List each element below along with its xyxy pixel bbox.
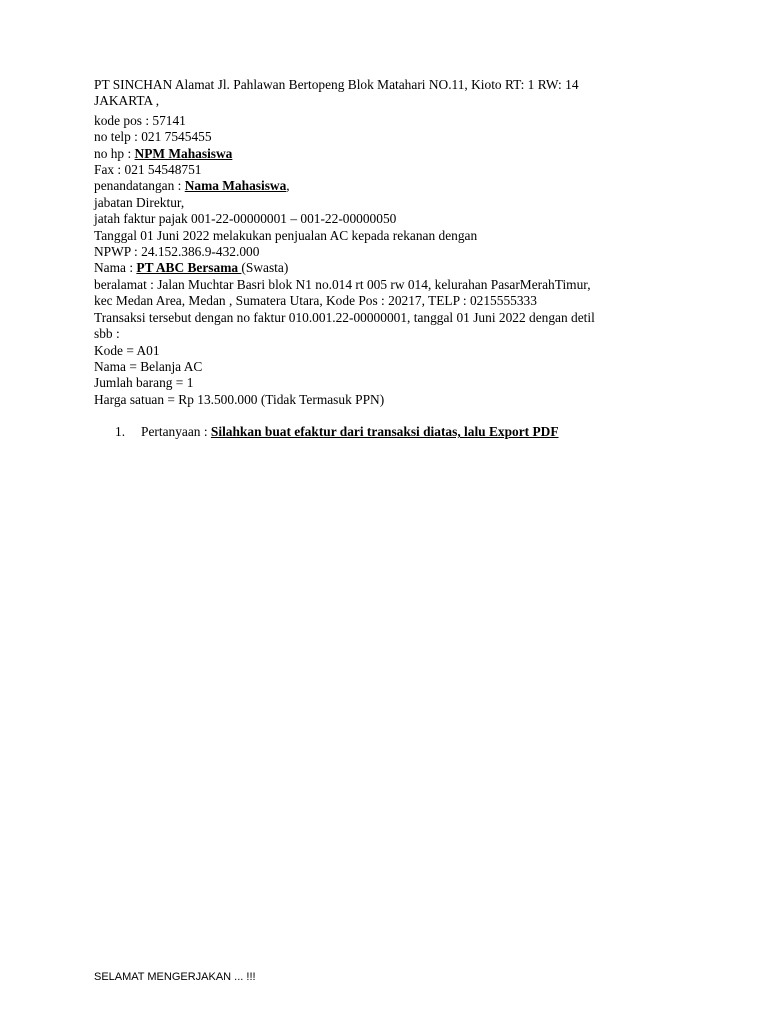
partner-name-line (94, 260, 694, 276)
npwp-number: NPWP : 24.152.386.9-432.000 (94, 244, 260, 260)
header-line-1: PT SINCHAN Alamat Jl. Pahlawan Bertopeng Blok Matahari NO.11, Kioto RT: 1 RW: 14 (94, 77, 579, 92)
question-label: Pertanyaan : (141, 424, 211, 440)
signatory-line (94, 178, 694, 194)
question-text: Silahkan buat efaktur dari transaksi diatas, lalu Export PDF (210, 424, 559, 440)
phone-number: no telp : 021 7545455 (94, 129, 212, 145)
mobile-number-value: NPM Mahasiswa (134, 145, 233, 161)
invoice-detail-line-1: Transaksi tersebut dengan no faktur 010.001.22-00000001, tanggal 01 Juni 2022 dengan detil (94, 309, 595, 325)
partner-address-line-2: kec Medan Area, Medan , Sumatera Utara, Kode Pos : 20217, TELP : 0215555333 (94, 293, 537, 309)
document-body (94, 77, 694, 441)
item-unit-price: Harga satuan = Rp 13.500.000 (Tidak Termasuk PPN) (94, 391, 385, 407)
item-code: Kode = A01 (94, 342, 160, 358)
company-header (94, 77, 694, 110)
question-item (94, 424, 694, 440)
page-footer: SELAMAT MENGERJAKAN ... !!! (94, 971, 256, 983)
item-quantity: Jumlah barang = 1 (94, 375, 194, 391)
item-name: Nama = Belanja AC (94, 358, 203, 374)
partner-address-line-1: beralamat : Jalan Muchtar Basri blok N1 no.014 rt 005 rw 014, kelurahan PasarMerahTimur, (94, 276, 591, 292)
partner-type: (Swasta) (241, 260, 289, 276)
signatory-label: penandatangan : (94, 178, 185, 194)
tax-invoice-quota: jatah faktur pajak 001-22-00000001 – 001-22-00000050 (94, 211, 397, 227)
partner-name-value: PT ABC Bersama (136, 260, 242, 276)
postal-code: kode pos : 57141 (94, 112, 186, 128)
partner-name-label: Nama : (94, 260, 137, 276)
fax-number: Fax : 021 54548751 (94, 162, 202, 178)
transaction-date: Tanggal 01 Juni 2022 melakukan penjualan AC kepada rekanan dengan (94, 227, 478, 243)
header-line-2: JAKARTA , (94, 93, 160, 109)
transaction-block (94, 228, 694, 408)
mobile-number-label: no hp : (94, 145, 135, 161)
signatory-value: Nama Mahasiswa (184, 178, 287, 194)
signatory-suffix: , (286, 178, 290, 194)
invoice-detail-line-2: sbb : (94, 326, 120, 342)
contact-block (94, 113, 694, 228)
position-title: jabatan Direktur, (94, 194, 185, 210)
mobile-number-line (94, 146, 694, 162)
question-number: 1. (115, 424, 126, 440)
